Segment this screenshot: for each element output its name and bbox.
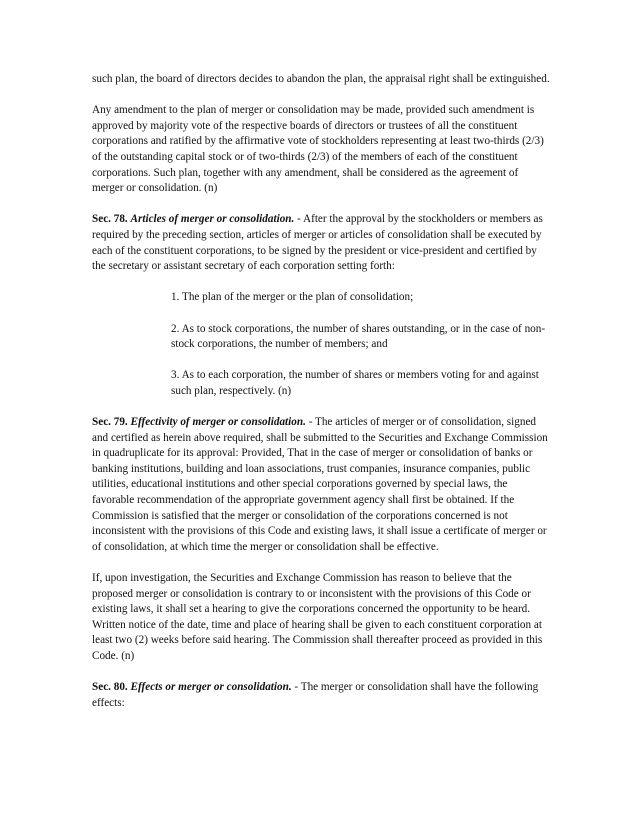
document-body <box>92 72 550 727</box>
paragraph-appraisal-right: such plan, the board of directors decides to abandon the plan, the appraisal right shall be extinguished. <box>92 73 550 85</box>
section-79-hearing-paragraph: If, upon investigation, the Securities and Exchange Commission has reason to believe that the proposed merger or consolidation is contrary to or inconsistent with the provisions of this Code or existing laws, it shall set a hearing to give the corporations concerned the opportunity to be heard. Written notice of the date, time and place of hearing shall be given to each constituent corporation at least two (2) weeks before said hearing. The Commission shall thereafter proceed as provided in this Code. (n) <box>92 572 543 662</box>
section-79 <box>92 415 550 555</box>
section-78-body: - After the approval by the stockholders or members as required by the preceding section, articles of merger or articles of consolidation shall be executed by each of the constituent corporations, to be signed by the president or vice-president and certified by the secretary or assistant secretary of each corporation setting forth: <box>92 213 543 273</box>
section-78-item-3: 3. As to each corporation, the number of shares or members voting for and against such plan, respectively. (n) <box>171 369 539 397</box>
section-78-item-1: 1. The plan of the merger or the plan of consolidation; <box>171 291 414 304</box>
paragraph-amendment: Any amendment to the plan of merger or consolidation may be made, provided such amendment is approved by majority vote of the respective boards of directors or trustees of all the constituent corporations and ratified by the affirmative vote of stockholders representing at least two-thirds (2/3) of the outstanding capital stock or of two-thirds (2/3) of the members of each of the constituent corporations. Such plan, together with any amendment, shall be considered as the agreement of merger or consolidation. (n) <box>92 104 544 195</box>
section-78-number: Sec. 78. <box>92 213 128 226</box>
section-80-title: Effects or merger or consolidation. <box>130 681 292 694</box>
section-78 <box>92 212 550 274</box>
section-80 <box>92 680 550 711</box>
section-80-body: - The merger or consolidation shall have the following effects: <box>92 681 539 709</box>
section-79-body: - The articles of merger or of consolidation, signed and certified as herein above required, shall be submitted to the Securities and Exchange Commission in quadruplicate for its approval: Provided, That in the case of merger or consolidation of banks or banking institutions, building and loan associations, trust companies, insurance companies, public utilities, educational institutions and other special corporations governed by special laws, the favorable recommendation of the appropriate government agency shall first be obtained. If the Commission is satisfied that the merger or consolidation of the corporations concerned is not inconsistent with the provisions of this Code and existing laws, it shall issue a certificate of merger or of consolidation, at which time the merger or consolidation shall be effective. <box>92 416 548 553</box>
section-80-number: Sec. 80. <box>92 681 128 694</box>
section-78-item-2: 2. As to stock corporations, the number of shares outstanding, or in the case of non-stock corporations, the number of members; and <box>171 322 546 351</box>
section-79-title: Effectivity of merger or consolidation. <box>130 416 306 429</box>
section-78-title: Articles of merger or consolidation. <box>130 213 295 226</box>
section-79-number: Sec. 79. <box>92 416 128 429</box>
